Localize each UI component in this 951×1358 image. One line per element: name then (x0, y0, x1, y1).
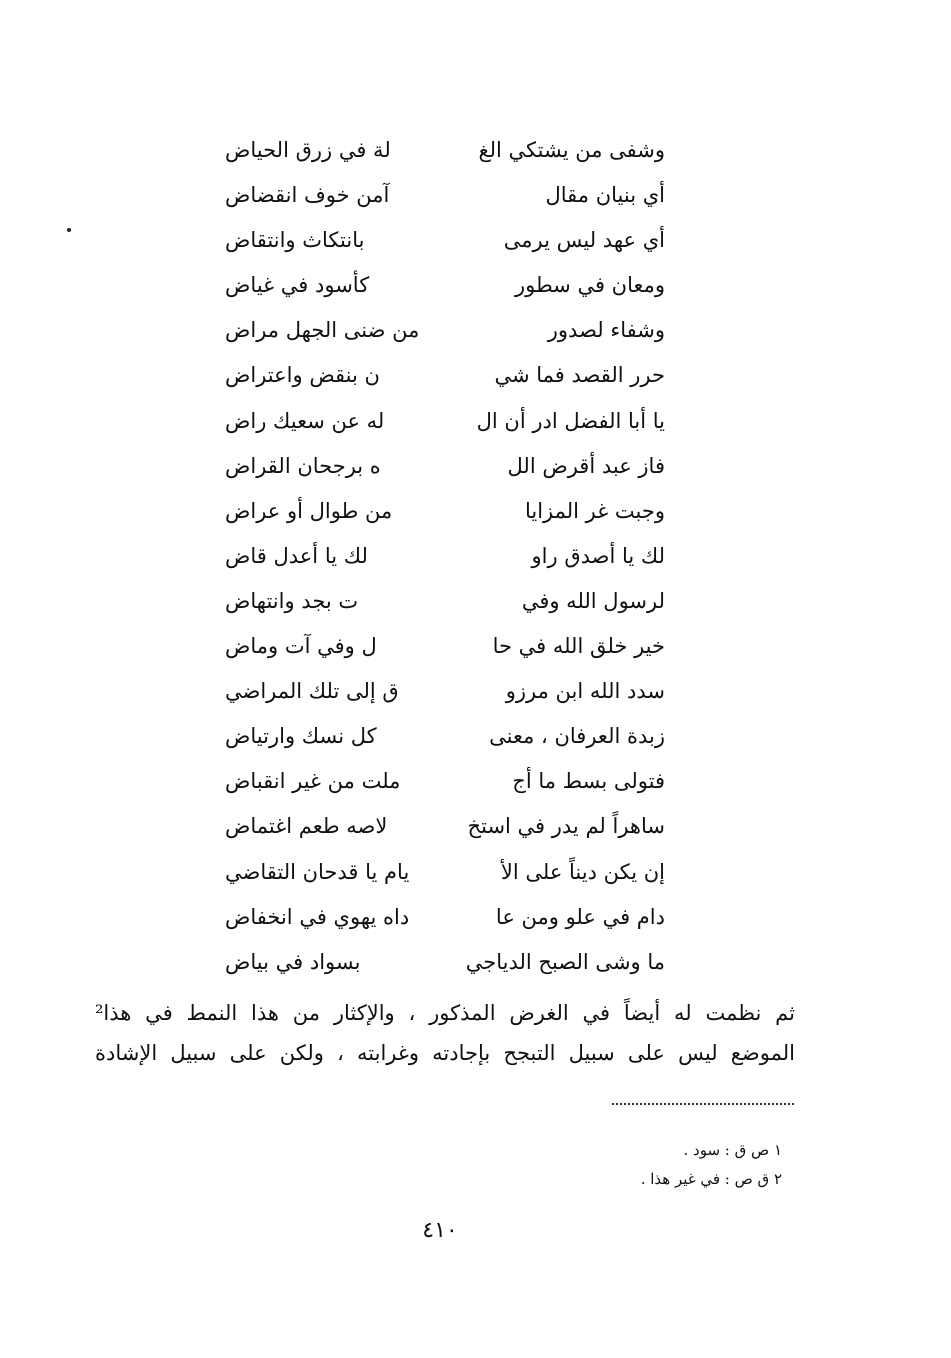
poem-verse (225, 669, 665, 714)
verse-first-hemistich: وشفى من يشتكي الغ (478, 138, 665, 162)
verse-first-hemistich: فتولى بسط ما أج (512, 769, 665, 794)
verse-first-hemistich: خير خلق الله في حا (492, 634, 665, 659)
verse-first-hemistich: لرسول الله وفي (521, 588, 665, 613)
verse-second-hemistich: آمن خوف انقضاض (225, 183, 390, 208)
poem-verse (225, 850, 665, 895)
poem-verse (225, 895, 665, 940)
verse-first-hemistich: لك يا أصدق راو (531, 543, 665, 568)
poem-verse (225, 579, 665, 624)
verse-second-hemistich: ق إلى تلك المراضي (225, 679, 399, 704)
poem-verse (225, 399, 665, 444)
poem-verse (225, 263, 665, 308)
verse-second-hemistich: يام يا قدحان التقاضي (225, 859, 410, 884)
verse-first-hemistich: ساهراً لم يدر في استخ (467, 814, 665, 839)
poem-verse (225, 128, 665, 173)
poem-verse (225, 714, 665, 759)
verse-second-hemistich: من طوال أو عراض (225, 498, 393, 523)
verse-first-hemistich: سدد الله ابن مرزو (505, 679, 665, 704)
verse-first-hemistich: فاز عبد أقرض الل (507, 453, 665, 478)
footnote: ٢ ق ص : في غير هذا . (640, 1170, 782, 1188)
poem-verse (225, 940, 665, 985)
verse-first-hemistich: ومعان في سطور (514, 273, 665, 298)
poem-verse (225, 308, 665, 353)
verse-first-hemistich: إن يكن ديناً على الأ (500, 859, 665, 884)
poem-verse (225, 534, 665, 579)
verse-second-hemistich: ل وفي آت وماض (225, 634, 377, 659)
prose-line: الموضع ليس على سبيل التبجح بإجادته وغرابته ، ولكن على سبيل الإشادة (95, 1041, 795, 1065)
poem (225, 128, 665, 985)
verse-second-hemistich: ن بنقض واعتراض (225, 363, 380, 388)
poem-verse (225, 759, 665, 804)
verse-second-hemistich: من ضنى الجهل مراض (225, 318, 420, 343)
verse-second-hemistich: بسواد في بياض (225, 949, 361, 974)
verse-first-hemistich: وشفاء لصدور (547, 318, 665, 343)
verse-second-hemistich: ملت من غير انقباض (225, 769, 401, 794)
verse-first-hemistich: يا أبا الفضل ادر أن ال (476, 408, 665, 433)
poem-verse (225, 804, 665, 849)
poem-verse (225, 353, 665, 398)
page-number: ٤١٠ (422, 1218, 458, 1243)
poem-verse (225, 489, 665, 534)
verse-second-hemistich: بانتكاث وانتقاض (225, 228, 365, 253)
prose-line: ثم نظمت له أيضاً في الغرض المذكور ، والإكثار من هذا النمط في هذا² (95, 1001, 795, 1025)
verse-second-hemistich: لك يا أعدل قاض (225, 543, 368, 568)
verse-second-hemistich: كل نسك وارتياض (225, 724, 377, 749)
ink-speck (67, 228, 71, 232)
verse-second-hemistich: داه يهوي في انخفاض (225, 904, 410, 929)
verse-second-hemistich: كأسود في غياض (225, 273, 370, 298)
verse-second-hemistich: له عن سعيك راض (225, 408, 385, 433)
verse-first-hemistich: زبدة العرفان ، معنى (489, 724, 665, 749)
verse-second-hemistich: ه برجحان القراض (225, 453, 381, 478)
verse-second-hemistich: لة في زرق الحياض (225, 138, 391, 162)
verse-first-hemistich: أي بنيان مقال (545, 183, 665, 208)
poem-verse (225, 218, 665, 263)
verse-first-hemistich: وجبت غر المزايا (524, 498, 665, 523)
poem-verse (225, 624, 665, 669)
prose-paragraph (95, 993, 795, 1073)
verse-first-hemistich: أي عهد ليس يرمى (503, 228, 665, 253)
verse-second-hemistich: لاصه طعم اغتماض (225, 814, 388, 839)
verse-first-hemistich: ما وشى الصبح الدياجي (465, 949, 665, 974)
verse-second-hemistich: ت بجد وانتهاض (225, 588, 359, 613)
poem-verse (225, 173, 665, 218)
verse-first-hemistich: دام في علو ومن عا (495, 904, 665, 929)
footnote: ١ ص ق : سود . (683, 1141, 782, 1159)
footnotes (520, 1136, 782, 1194)
footnote-separator (612, 1103, 794, 1105)
poem-verse (225, 444, 665, 489)
verse-first-hemistich: حرر القصد فما شي (494, 363, 665, 388)
